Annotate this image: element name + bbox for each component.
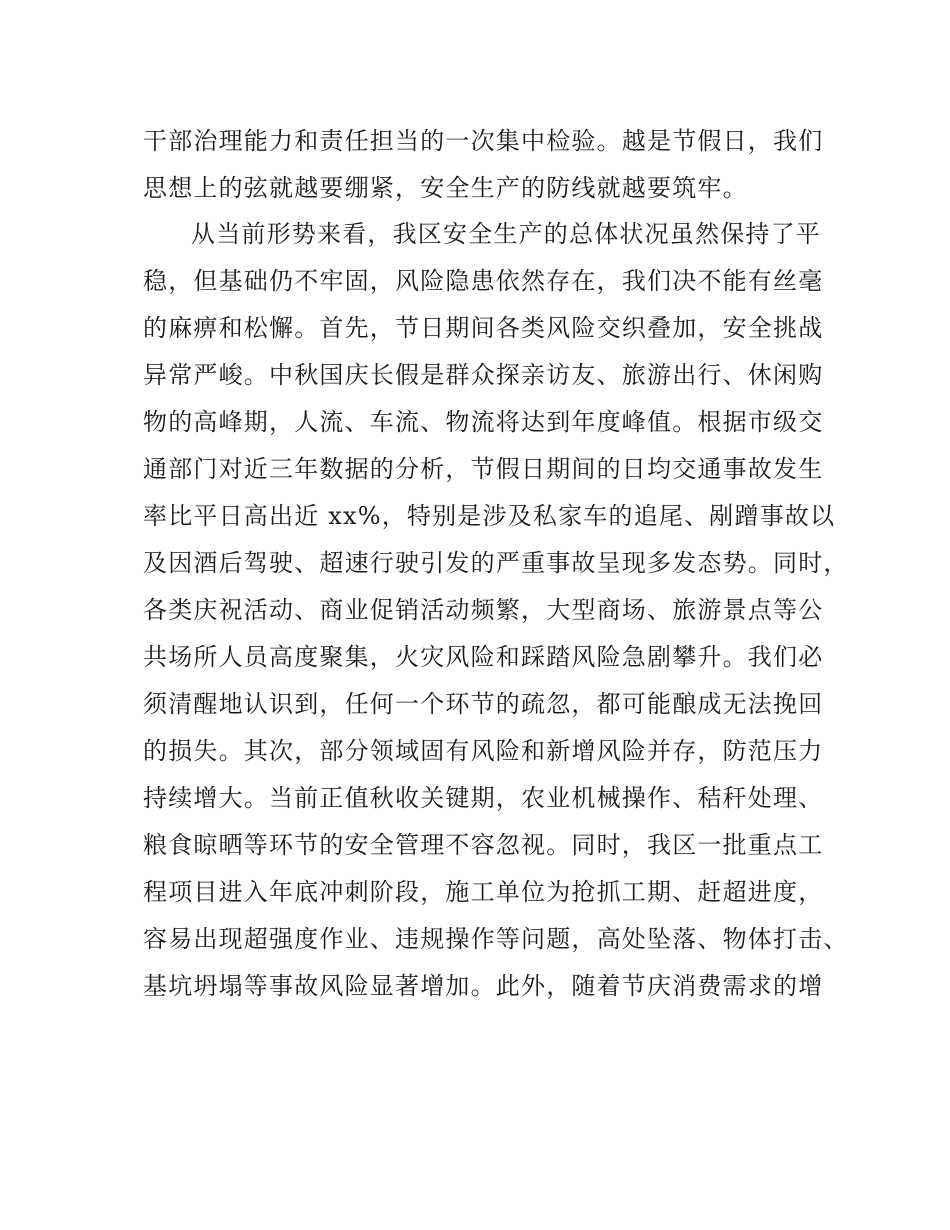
text-line: 程项目进入年底冲刺阶段，施工单位为抢抓工期、赶超进度， bbox=[143, 878, 824, 906]
text-line: 思想上的弦就越要绷紧，安全生产的防线就越要筑牢。 bbox=[143, 174, 748, 202]
paragraph-1 bbox=[143, 118, 823, 212]
text-line: 共场所人员高度聚集，火灾风险和踩踏风险急剧攀升。我们必 bbox=[143, 643, 824, 671]
text-line: 及因酒后驾驶、超速行驶引发的严重事故呈现多发态势。同时， bbox=[143, 549, 849, 577]
text-line: 的麻痹和松懈。首先，节日期间各类风险交织叠加，安全挑战 bbox=[143, 314, 824, 342]
text-line: 干部治理能力和责任担当的一次集中检验。越是节假日，我们 bbox=[143, 127, 824, 155]
text-line: 异常严峻。中秋国庆长假是群众探亲访友、旅游出行、休闲购 bbox=[143, 361, 824, 389]
text-line: 通部门对近三年数据的分析，节假日期间的日均交通事故发生 bbox=[143, 455, 824, 483]
text-line: 持续增大。当前正值秋收关键期，农业机械操作、秸秆处理、 bbox=[143, 784, 824, 812]
text-line: 率比平日高出近 xx%，特别是涉及私家车的追尾、剐蹭事故以 bbox=[143, 502, 836, 530]
text-line: 粮食晾晒等环节的安全管理不容忽视。同时，我区一批重点工 bbox=[143, 831, 824, 859]
text-line: 稳，但基础仍不牢固，风险隐患依然存在，我们决不能有丝毫 bbox=[143, 267, 824, 295]
paragraph-2 bbox=[143, 211, 849, 1010]
text-line-indented: 从当前形势来看，我区安全生产的总体状况虽然保持了平 bbox=[191, 220, 821, 248]
text-line: 基坑坍塌等事故风险显著增加。此外，随着节庆消费需求的增 bbox=[143, 972, 824, 1000]
text-line: 物的高峰期，人流、车流、物流将达到年度峰值。根据市级交 bbox=[143, 408, 824, 436]
text-line: 的损失。其次，部分领域固有风险和新增风险并存，防范压力 bbox=[143, 737, 824, 765]
text-line: 容易出现超强度作业、违规操作等问题，高处坠落、物体打击、 bbox=[143, 925, 849, 953]
text-line: 各类庆祝活动、商业促销活动频繁，大型商场、旅游景点等公 bbox=[143, 596, 824, 624]
text-line: 须清醒地认识到，任何一个环节的疏忽，都可能酿成无法挽回 bbox=[143, 690, 824, 718]
